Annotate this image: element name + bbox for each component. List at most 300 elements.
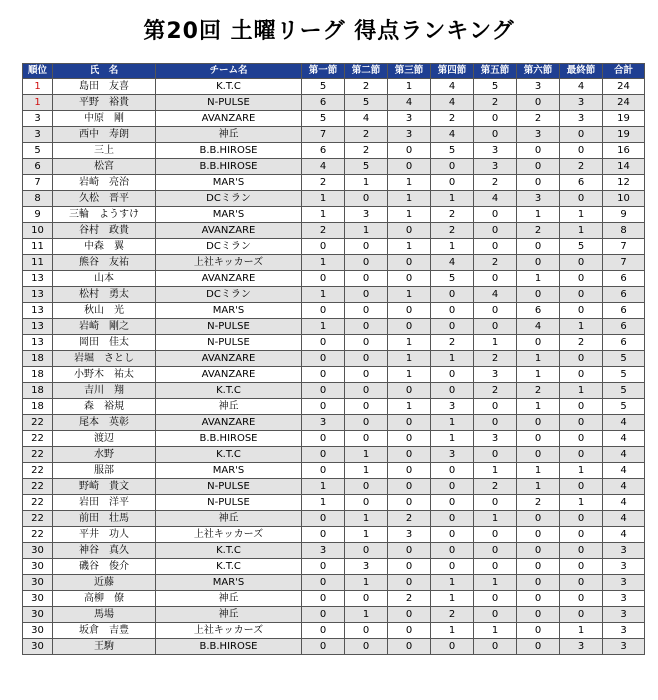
- round-2-cell: 1: [345, 527, 388, 543]
- table-row: [23, 351, 645, 367]
- total-cell: 7: [603, 255, 645, 271]
- team-name-cell: MAR'S: [156, 575, 302, 591]
- round-3-cell: 0: [388, 623, 431, 639]
- round-5-cell: 0: [474, 447, 517, 463]
- round-6-cell: 1: [517, 207, 560, 223]
- round-6-cell: 0: [517, 95, 560, 111]
- round-3-cell: 3: [388, 527, 431, 543]
- total-cell: 6: [603, 303, 645, 319]
- rank-cell: 30: [23, 591, 53, 607]
- rank-cell: 22: [23, 431, 53, 447]
- team-name-cell: 神丘: [156, 607, 302, 623]
- total-cell: 6: [603, 287, 645, 303]
- rank-cell: 18: [23, 367, 53, 383]
- round-5-cell: 3: [474, 367, 517, 383]
- round-4-cell: 3: [431, 447, 474, 463]
- round-3-cell: 0: [388, 143, 431, 159]
- table-row: [23, 415, 645, 431]
- round-2-cell: 0: [345, 271, 388, 287]
- round-4-cell: 1: [431, 623, 474, 639]
- table-row: [23, 319, 645, 335]
- header-final-round: 最終節: [560, 64, 603, 79]
- player-name-cell: 磯谷 俊介: [53, 559, 156, 575]
- round-4-cell: 0: [431, 159, 474, 175]
- final-round-cell: 0: [560, 127, 603, 143]
- round-4-cell: 2: [431, 207, 474, 223]
- rank-cell: 7: [23, 175, 53, 191]
- table-row: [23, 95, 645, 111]
- table-row: [23, 79, 645, 95]
- round-6-cell: 1: [517, 351, 560, 367]
- round-5-cell: 3: [474, 159, 517, 175]
- table-row: [23, 495, 645, 511]
- player-name-cell: 平井 功人: [53, 527, 156, 543]
- round-4-cell: 0: [431, 527, 474, 543]
- round-2-cell: 1: [345, 575, 388, 591]
- round-1-cell: 3: [302, 543, 345, 559]
- total-cell: 6: [603, 271, 645, 287]
- total-cell: 4: [603, 463, 645, 479]
- round-2-cell: 0: [345, 287, 388, 303]
- round-5-cell: 2: [474, 255, 517, 271]
- final-round-cell: 0: [560, 447, 603, 463]
- final-round-cell: 1: [560, 623, 603, 639]
- round-2-cell: 1: [345, 223, 388, 239]
- round-1-cell: 0: [302, 511, 345, 527]
- round-2-cell: 0: [345, 383, 388, 399]
- team-name-cell: B.B.HIROSE: [156, 143, 302, 159]
- round-4-cell: 0: [431, 463, 474, 479]
- rank-cell: 22: [23, 447, 53, 463]
- round-2-cell: 0: [345, 367, 388, 383]
- round-6-cell: 0: [517, 175, 560, 191]
- table-row: [23, 159, 645, 175]
- round-4-cell: 0: [431, 367, 474, 383]
- final-round-cell: 0: [560, 143, 603, 159]
- final-round-cell: 0: [560, 367, 603, 383]
- round-1-cell: 0: [302, 559, 345, 575]
- round-2-cell: 1: [345, 607, 388, 623]
- total-cell: 24: [603, 95, 645, 111]
- round-6-cell: 4: [517, 319, 560, 335]
- round-3-cell: 0: [388, 255, 431, 271]
- round-1-cell: 0: [302, 383, 345, 399]
- total-cell: 4: [603, 447, 645, 463]
- player-name-cell: 水野: [53, 447, 156, 463]
- team-name-cell: K.T.C: [156, 543, 302, 559]
- round-3-cell: 3: [388, 111, 431, 127]
- player-name-cell: 坂倉 吉豊: [53, 623, 156, 639]
- round-6-cell: 3: [517, 127, 560, 143]
- team-name-cell: K.T.C: [156, 79, 302, 95]
- round-2-cell: 0: [345, 239, 388, 255]
- player-name-cell: 岩田 洋平: [53, 495, 156, 511]
- final-round-cell: 0: [560, 479, 603, 495]
- ranking-body: [23, 79, 645, 655]
- table-row: [23, 255, 645, 271]
- round-4-cell: 0: [431, 559, 474, 575]
- round-6-cell: 0: [517, 559, 560, 575]
- round-1-cell: 0: [302, 447, 345, 463]
- round-1-cell: 2: [302, 175, 345, 191]
- rank-cell: 1: [23, 79, 53, 95]
- player-name-cell: 渡辺: [53, 431, 156, 447]
- round-4-cell: 0: [431, 511, 474, 527]
- rank-cell: 13: [23, 303, 53, 319]
- round-1-cell: 0: [302, 335, 345, 351]
- rank-cell: 11: [23, 239, 53, 255]
- header-round-3: 第三節: [388, 64, 431, 79]
- round-3-cell: 0: [388, 431, 431, 447]
- rank-cell: 3: [23, 127, 53, 143]
- round-5-cell: 1: [474, 575, 517, 591]
- round-3-cell: 0: [388, 271, 431, 287]
- final-round-cell: 0: [560, 351, 603, 367]
- round-3-cell: 1: [388, 351, 431, 367]
- player-name-cell: 尾本 英彰: [53, 415, 156, 431]
- rank-cell: 9: [23, 207, 53, 223]
- round-2-cell: 0: [345, 191, 388, 207]
- player-name-cell: 熊谷 友祐: [53, 255, 156, 271]
- round-5-cell: 0: [474, 111, 517, 127]
- round-6-cell: 0: [517, 527, 560, 543]
- round-1-cell: 0: [302, 431, 345, 447]
- final-round-cell: 4: [560, 79, 603, 95]
- round-1-cell: 1: [302, 207, 345, 223]
- round-5-cell: 0: [474, 559, 517, 575]
- round-6-cell: 0: [517, 607, 560, 623]
- round-6-cell: 0: [517, 431, 560, 447]
- round-1-cell: 2: [302, 223, 345, 239]
- round-4-cell: 1: [431, 191, 474, 207]
- round-6-cell: 1: [517, 399, 560, 415]
- final-round-cell: 0: [560, 399, 603, 415]
- round-2-cell: 0: [345, 335, 388, 351]
- round-2-cell: 3: [345, 559, 388, 575]
- round-5-cell: 0: [474, 591, 517, 607]
- round-2-cell: 1: [345, 463, 388, 479]
- total-cell: 16: [603, 143, 645, 159]
- round-3-cell: 4: [388, 95, 431, 111]
- table-row: [23, 591, 645, 607]
- round-3-cell: 1: [388, 191, 431, 207]
- total-cell: 4: [603, 479, 645, 495]
- final-round-cell: 0: [560, 607, 603, 623]
- round-5-cell: 0: [474, 527, 517, 543]
- table-row: [23, 607, 645, 623]
- team-name-cell: MAR'S: [156, 463, 302, 479]
- round-6-cell: 1: [517, 479, 560, 495]
- round-6-cell: 1: [517, 367, 560, 383]
- round-6-cell: 1: [517, 463, 560, 479]
- team-name-cell: MAR'S: [156, 175, 302, 191]
- round-1-cell: 1: [302, 479, 345, 495]
- round-1-cell: 0: [302, 303, 345, 319]
- team-name-cell: AVANZARE: [156, 223, 302, 239]
- table-row: [23, 399, 645, 415]
- final-round-cell: 0: [560, 415, 603, 431]
- table-row: [23, 111, 645, 127]
- header-round-2: 第二節: [345, 64, 388, 79]
- player-name-cell: 中原 剛: [53, 111, 156, 127]
- round-5-cell: 0: [474, 543, 517, 559]
- table-row: [23, 287, 645, 303]
- rank-cell: 30: [23, 607, 53, 623]
- round-1-cell: 0: [302, 623, 345, 639]
- round-6-cell: 0: [517, 575, 560, 591]
- round-3-cell: 1: [388, 335, 431, 351]
- team-name-cell: N-PULSE: [156, 95, 302, 111]
- round-1-cell: 3: [302, 415, 345, 431]
- final-round-cell: 1: [560, 207, 603, 223]
- round-4-cell: 4: [431, 127, 474, 143]
- player-name-cell: 中森 翼: [53, 239, 156, 255]
- player-name-cell: 松村 勇太: [53, 287, 156, 303]
- round-4-cell: 0: [431, 495, 474, 511]
- round-3-cell: 0: [388, 559, 431, 575]
- final-round-cell: 1: [560, 495, 603, 511]
- team-name-cell: MAR'S: [156, 303, 302, 319]
- total-cell: 6: [603, 319, 645, 335]
- round-1-cell: 1: [302, 255, 345, 271]
- team-name-cell: N-PULSE: [156, 495, 302, 511]
- round-5-cell: 1: [474, 335, 517, 351]
- round-5-cell: 3: [474, 431, 517, 447]
- total-cell: 3: [603, 543, 645, 559]
- table-row: [23, 143, 645, 159]
- player-name-cell: 神谷 真久: [53, 543, 156, 559]
- table-row: [23, 303, 645, 319]
- round-3-cell: 0: [388, 607, 431, 623]
- team-name-cell: 上社キッカーズ: [156, 255, 302, 271]
- player-name-cell: 前田 壮馬: [53, 511, 156, 527]
- round-2-cell: 0: [345, 495, 388, 511]
- final-round-cell: 2: [560, 335, 603, 351]
- round-1-cell: 1: [302, 319, 345, 335]
- team-name-cell: 神丘: [156, 591, 302, 607]
- round-3-cell: 0: [388, 319, 431, 335]
- round-5-cell: 0: [474, 319, 517, 335]
- player-name-cell: 岩堀 さとし: [53, 351, 156, 367]
- round-2-cell: 0: [345, 303, 388, 319]
- total-cell: 6: [603, 335, 645, 351]
- player-name-cell: 山本: [53, 271, 156, 287]
- final-round-cell: 0: [560, 591, 603, 607]
- round-4-cell: 0: [431, 639, 474, 655]
- team-name-cell: DCミラン: [156, 287, 302, 303]
- round-4-cell: 0: [431, 543, 474, 559]
- team-name-cell: DCミラン: [156, 191, 302, 207]
- team-name-cell: N-PULSE: [156, 335, 302, 351]
- player-name-cell: 西中 寿朗: [53, 127, 156, 143]
- round-6-cell: 0: [517, 591, 560, 607]
- round-5-cell: 1: [474, 463, 517, 479]
- team-name-cell: B.B.HIROSE: [156, 159, 302, 175]
- header-round-1: 第一節: [302, 64, 345, 79]
- round-2-cell: 2: [345, 127, 388, 143]
- round-1-cell: 5: [302, 79, 345, 95]
- team-name-cell: B.B.HIROSE: [156, 639, 302, 655]
- final-round-cell: 6: [560, 175, 603, 191]
- rank-cell: 13: [23, 319, 53, 335]
- total-cell: 3: [603, 575, 645, 591]
- round-6-cell: 0: [517, 447, 560, 463]
- round-6-cell: 0: [517, 415, 560, 431]
- rank-cell: 13: [23, 335, 53, 351]
- header-row: [23, 64, 645, 79]
- team-name-cell: 神丘: [156, 399, 302, 415]
- player-name-cell: 岩崎 亮治: [53, 175, 156, 191]
- round-1-cell: 5: [302, 111, 345, 127]
- total-cell: 3: [603, 639, 645, 655]
- round-3-cell: 0: [388, 447, 431, 463]
- round-5-cell: 4: [474, 191, 517, 207]
- final-round-cell: 0: [560, 559, 603, 575]
- player-name-cell: 野崎 貴文: [53, 479, 156, 495]
- round-3-cell: 3: [388, 127, 431, 143]
- player-name-cell: 王駒: [53, 639, 156, 655]
- round-5-cell: 5: [474, 79, 517, 95]
- round-6-cell: 0: [517, 159, 560, 175]
- table-row: [23, 367, 645, 383]
- round-1-cell: 4: [302, 159, 345, 175]
- player-name-cell: 小野木 祐太: [53, 367, 156, 383]
- round-6-cell: 0: [517, 287, 560, 303]
- round-3-cell: 1: [388, 239, 431, 255]
- round-4-cell: 0: [431, 175, 474, 191]
- round-3-cell: 0: [388, 543, 431, 559]
- round-2-cell: 0: [345, 591, 388, 607]
- round-6-cell: 3: [517, 79, 560, 95]
- total-cell: 9: [603, 207, 645, 223]
- header-team: チーム名: [156, 64, 302, 79]
- round-2-cell: 0: [345, 431, 388, 447]
- ranking-table: [22, 63, 645, 655]
- player-name-cell: 久松 晋平: [53, 191, 156, 207]
- rank-cell: 22: [23, 463, 53, 479]
- final-round-cell: 0: [560, 271, 603, 287]
- round-6-cell: 0: [517, 511, 560, 527]
- player-name-cell: 島田 友喜: [53, 79, 156, 95]
- table-row: [23, 639, 645, 655]
- round-3-cell: 0: [388, 159, 431, 175]
- round-6-cell: 2: [517, 111, 560, 127]
- player-name-cell: 平野 裕貴: [53, 95, 156, 111]
- round-1-cell: 0: [302, 607, 345, 623]
- round-6-cell: 0: [517, 255, 560, 271]
- rank-cell: 22: [23, 495, 53, 511]
- round-4-cell: 1: [431, 351, 474, 367]
- round-6-cell: 2: [517, 495, 560, 511]
- total-cell: 5: [603, 367, 645, 383]
- header-total: 合計: [603, 64, 645, 79]
- round-4-cell: 0: [431, 303, 474, 319]
- table-row: [23, 207, 645, 223]
- round-1-cell: 0: [302, 271, 345, 287]
- header-round-6: 第六節: [517, 64, 560, 79]
- round-1-cell: 0: [302, 367, 345, 383]
- team-name-cell: 神丘: [156, 127, 302, 143]
- round-1-cell: 0: [302, 239, 345, 255]
- round-6-cell: 0: [517, 335, 560, 351]
- player-name-cell: 近藤: [53, 575, 156, 591]
- rank-cell: 6: [23, 159, 53, 175]
- table-row: [23, 447, 645, 463]
- round-4-cell: 1: [431, 415, 474, 431]
- player-name-cell: 松宮: [53, 159, 156, 175]
- round-1-cell: 6: [302, 95, 345, 111]
- round-1-cell: 0: [302, 591, 345, 607]
- table-row: [23, 175, 645, 191]
- total-cell: 4: [603, 527, 645, 543]
- round-3-cell: 2: [388, 591, 431, 607]
- round-4-cell: 1: [431, 591, 474, 607]
- round-4-cell: 0: [431, 383, 474, 399]
- total-cell: 19: [603, 127, 645, 143]
- round-1-cell: 0: [302, 575, 345, 591]
- round-4-cell: 2: [431, 223, 474, 239]
- round-3-cell: 1: [388, 399, 431, 415]
- rank-cell: 30: [23, 559, 53, 575]
- table-row: [23, 511, 645, 527]
- round-1-cell: 1: [302, 495, 345, 511]
- round-5-cell: 2: [474, 479, 517, 495]
- rank-cell: 30: [23, 543, 53, 559]
- table-row: [23, 127, 645, 143]
- total-cell: 14: [603, 159, 645, 175]
- rank-cell: 1: [23, 95, 53, 111]
- round-3-cell: 0: [388, 479, 431, 495]
- round-5-cell: 0: [474, 127, 517, 143]
- round-6-cell: 0: [517, 639, 560, 655]
- final-round-cell: 3: [560, 639, 603, 655]
- round-3-cell: 0: [388, 223, 431, 239]
- final-round-cell: 0: [560, 191, 603, 207]
- rank-cell: 22: [23, 479, 53, 495]
- round-2-cell: 0: [345, 399, 388, 415]
- rank-cell: 30: [23, 575, 53, 591]
- table-row: [23, 223, 645, 239]
- round-4-cell: 2: [431, 335, 474, 351]
- table-row: [23, 431, 645, 447]
- total-cell: 4: [603, 415, 645, 431]
- round-4-cell: 4: [431, 79, 474, 95]
- round-5-cell: 2: [474, 383, 517, 399]
- rank-cell: 18: [23, 351, 53, 367]
- player-name-cell: 三上: [53, 143, 156, 159]
- final-round-cell: 0: [560, 543, 603, 559]
- round-6-cell: 0: [517, 143, 560, 159]
- final-round-cell: 0: [560, 287, 603, 303]
- table-row: [23, 383, 645, 399]
- rank-cell: 18: [23, 383, 53, 399]
- rank-cell: 3: [23, 111, 53, 127]
- round-2-cell: 0: [345, 255, 388, 271]
- total-cell: 7: [603, 239, 645, 255]
- round-5-cell: 0: [474, 415, 517, 431]
- header-round-5: 第五節: [474, 64, 517, 79]
- round-2-cell: 3: [345, 207, 388, 223]
- round-6-cell: 2: [517, 223, 560, 239]
- total-cell: 24: [603, 79, 645, 95]
- team-name-cell: MAR'S: [156, 207, 302, 223]
- round-5-cell: 1: [474, 511, 517, 527]
- table-row: [23, 335, 645, 351]
- round-2-cell: 5: [345, 159, 388, 175]
- team-name-cell: AVANZARE: [156, 351, 302, 367]
- team-name-cell: AVANZARE: [156, 271, 302, 287]
- round-5-cell: 0: [474, 271, 517, 287]
